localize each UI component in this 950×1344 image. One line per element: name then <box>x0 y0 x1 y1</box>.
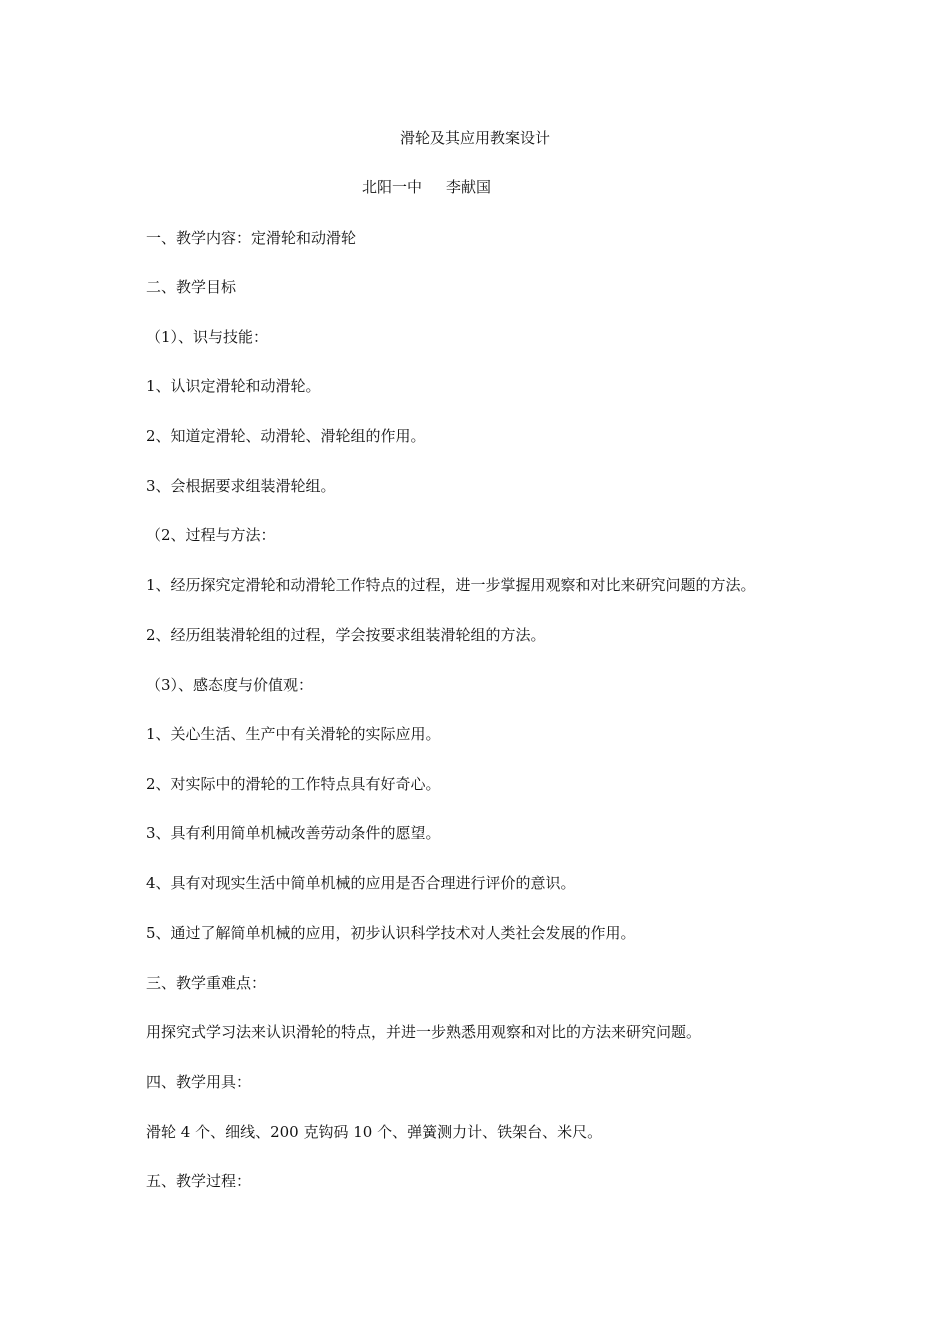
section-heading-process: 五、教学过程： <box>146 1172 252 1190</box>
section-heading-goals: 二、教学目标 <box>146 278 237 296</box>
section-heading-key-points: 三、教学重难点： <box>146 974 267 992</box>
document-title <box>0 128 950 148</box>
subheading-knowledge-skills: （1）、识与技能： <box>146 328 269 346</box>
list-item: 2、对实际中的滑轮的工作特点具有好奇心。 <box>146 775 441 793</box>
list-item: 2、知道定滑轮、动滑轮、滑轮组的作用。 <box>146 427 426 445</box>
author-name: 李献国 <box>446 178 492 196</box>
list-item: 3、具有利用简单机械改善劳动条件的愿望。 <box>146 824 441 842</box>
list-item: 1、认识定滑轮和动滑轮。 <box>146 377 321 395</box>
subheading-process-method: （2、过程与方法： <box>146 526 276 544</box>
paragraph: 滑轮 4 个、细线、200 克钩码 10 个、弹簧测力计、铁架台、米尺。 <box>146 1123 603 1141</box>
list-item: 1、关心生活、生产中有关滑轮的实际应用。 <box>146 725 441 743</box>
paragraph: 用探究式学习法来认识滑轮的特点，并进一步熟悉用观察和对比的方法来研究问题。 <box>146 1023 702 1041</box>
author-line <box>362 177 491 197</box>
list-item: 5、通过了解简单机械的应用，初步认识科学技术对人类社会发展的作用。 <box>146 924 636 942</box>
document-title-text: 滑轮及其应用教案设计 <box>399 129 550 147</box>
section-heading-content: 一、教学内容：定滑轮和动滑轮 <box>146 229 357 247</box>
list-item: 3、会根据要求组装滑轮组。 <box>146 477 336 495</box>
list-item: 4、具有对现实生活中简单机械的应用是否合理进行评价的意识。 <box>146 874 576 892</box>
list-item: 1、经历探究定滑轮和动滑轮工作特点的过程，进一步掌握用观察和对比来研究问题的方法。 <box>146 576 756 594</box>
list-item: 2、经历组装滑轮组的过程，学会按要求组装滑轮组的方法。 <box>146 626 546 644</box>
author-school: 北阳一中 <box>362 178 423 196</box>
subheading-attitude-values: （3）、感态度与价值观： <box>146 676 314 694</box>
section-heading-materials: 四、教学用具： <box>146 1073 252 1091</box>
